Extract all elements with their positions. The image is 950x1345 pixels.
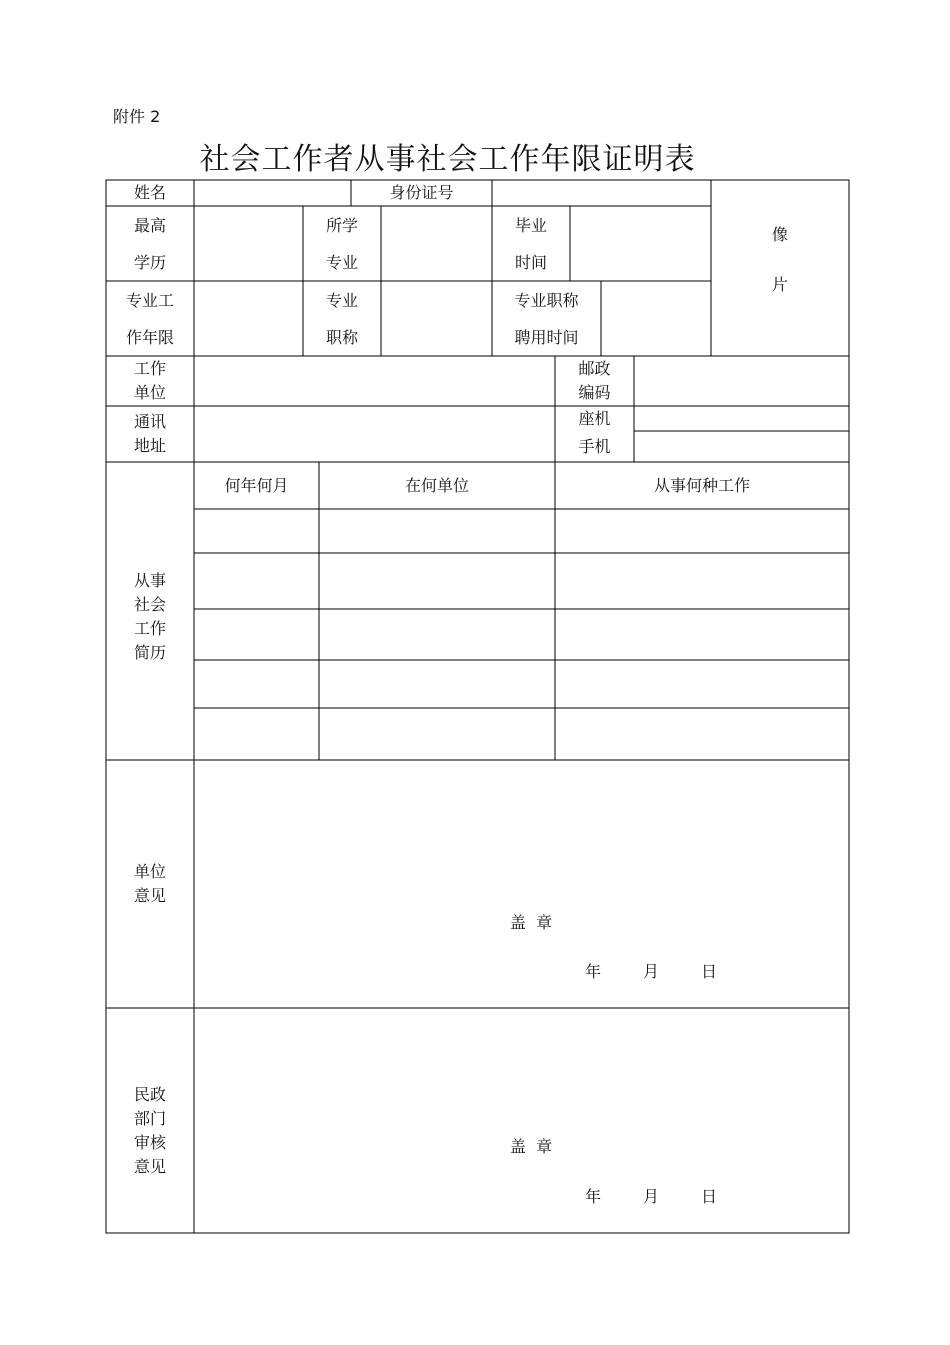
unit-month-label: 月: [642, 962, 659, 981]
address-label-line2: 地址: [133, 436, 166, 455]
work-years-label-line1: 专业工: [125, 290, 174, 310]
photo-label-line2: 片: [771, 275, 788, 294]
major-label-line2: 专业: [325, 252, 358, 272]
civil-year-label: 年: [584, 1187, 601, 1206]
unit-seal-label: 盖 章: [509, 913, 553, 932]
appointment-time-label-line1: 专业职称: [514, 290, 579, 310]
history-label-line4: 简历: [133, 643, 166, 662]
graduation-label: [492, 206, 570, 281]
employer-label-line2: 单位: [133, 383, 166, 402]
professional-title-label-line1: 专业: [325, 290, 358, 310]
employer-label: [106, 356, 194, 406]
history-header-date: 何年何月: [224, 475, 289, 495]
appointment-time-label: [492, 281, 601, 356]
education-label-line2: 学历: [133, 252, 166, 272]
civil-opinion-label-line4: 意见: [133, 1156, 166, 1176]
civil-day-label: 日: [700, 1187, 717, 1206]
postal-code-label: [555, 356, 634, 406]
history-label-line1: 从事: [133, 571, 166, 590]
annex-label: 附件 2: [113, 107, 161, 126]
postal-code-label-line1: 邮政: [578, 359, 611, 378]
work-years-label-line2: 作年限: [125, 327, 174, 347]
history-header-unit: 在何单位: [404, 475, 469, 495]
landline-label: 座机: [578, 408, 611, 428]
photo-label-line1: 像: [771, 225, 788, 244]
civil-opinion-label-line2: 部门: [133, 1108, 166, 1128]
unit-opinion-label-line1: 单位: [133, 862, 166, 881]
civil-seal-label: 盖 章: [509, 1137, 553, 1156]
major-label: [303, 206, 381, 281]
mobile-label: 手机: [578, 436, 611, 456]
education-label-line1: 最高: [133, 215, 166, 235]
unit-day-label: 日: [700, 962, 717, 981]
major-label-line1: 所学: [325, 215, 358, 235]
employer-label-line1: 工作: [133, 359, 166, 378]
civil-opinion-label: [106, 1008, 194, 1233]
professional-title-label: [303, 281, 381, 356]
history-header-work: 从事何种工作: [653, 475, 750, 495]
history-label-line3: 工作: [133, 619, 166, 638]
civil-month-label: 月: [642, 1187, 659, 1206]
civil-opinion-label-line3: 审核: [133, 1132, 166, 1152]
id-number-label: 身份证号: [389, 183, 454, 202]
unit-year-label: 年: [584, 962, 601, 981]
unit-opinion-label-line2: 意见: [133, 886, 166, 905]
photo-box: [711, 180, 849, 356]
history-label-line2: 社会: [133, 595, 166, 614]
address-label-line1: 通讯: [133, 412, 166, 431]
unit-opinion-label: [106, 760, 194, 1008]
appointment-time-label-line2: 聘用时间: [514, 327, 579, 347]
address-label: [106, 406, 194, 462]
professional-title-label-line2: 职称: [325, 327, 358, 347]
form-title: 社会工作者从事社会工作年限证明表: [199, 142, 696, 177]
postal-code-label-line2: 编码: [578, 383, 611, 402]
education-label: [106, 206, 194, 281]
name-label: 姓名: [133, 183, 166, 202]
graduation-label-line1: 毕业: [514, 215, 547, 235]
work-years-label: [106, 281, 194, 356]
history-label: [106, 462, 194, 760]
graduation-label-line2: 时间: [514, 252, 547, 272]
civil-opinion-label-line1: 民政: [133, 1084, 166, 1104]
